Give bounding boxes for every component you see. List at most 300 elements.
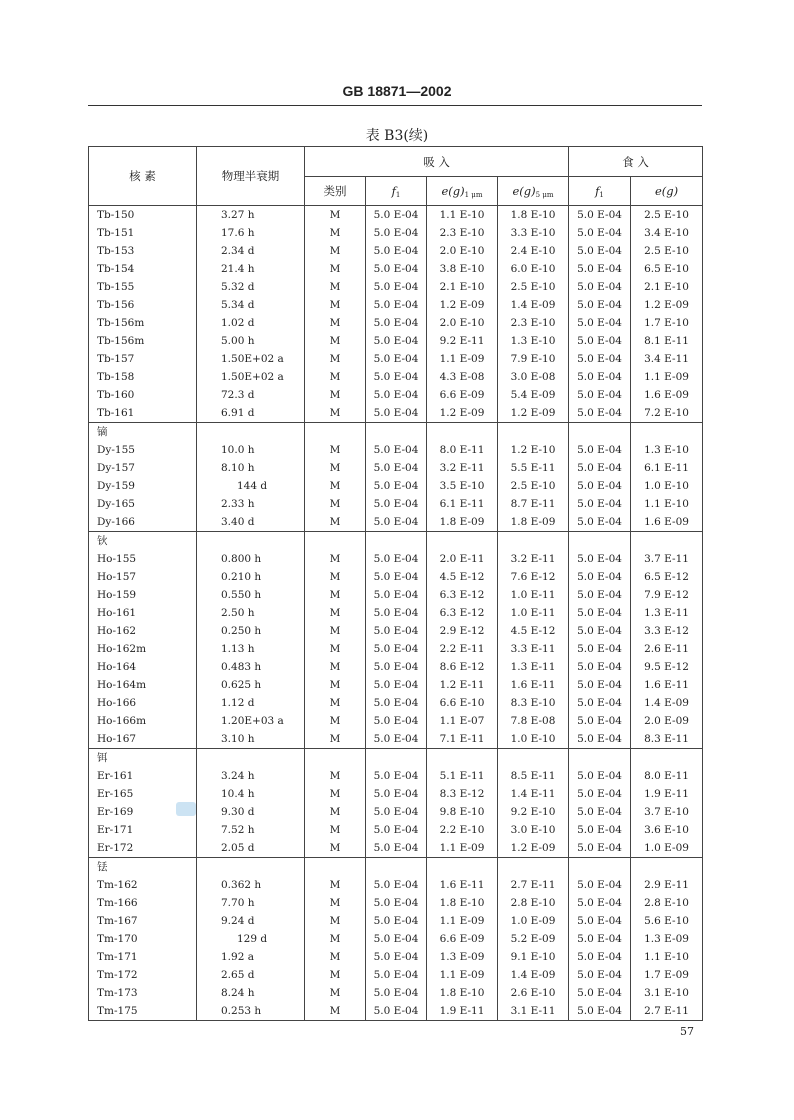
inh-e1-cell: 6.1 E-11: [427, 495, 498, 513]
ing-f1-cell: 5.0 E-04: [569, 894, 631, 912]
ing-e-cell: 1.6 E-09: [631, 386, 703, 404]
nuclide-cell: Ho-164: [89, 658, 197, 676]
inh-e1-cell: 1.1 E-10: [427, 206, 498, 225]
inh-e5-cell: 1.3 E-11: [498, 658, 569, 676]
table-row: [89, 839, 703, 858]
e-g-symbol: e(g): [441, 183, 465, 198]
ing-f1-cell: 5.0 E-04: [569, 694, 631, 712]
inh-f1-cell: 5.0 E-04: [366, 785, 427, 803]
inh-f1-cell: 5.0 E-04: [366, 876, 427, 894]
table-row: [89, 441, 703, 459]
nuclide-cell: Ho-166: [89, 694, 197, 712]
ing-f1-cell: 5.0 E-04: [569, 477, 631, 495]
watermark-logo: [176, 802, 196, 816]
f-symbol: f: [391, 183, 396, 198]
inh-e1-cell: 1.1 E-09: [427, 350, 498, 368]
inh-e1-cell: 1.9 E-11: [427, 1002, 498, 1021]
half-life-cell: 8.24 h: [197, 984, 305, 1002]
half-life-cell: 144 d: [197, 477, 305, 495]
ing-f1-cell: 5.0 E-04: [569, 368, 631, 386]
type-cell: M: [305, 894, 366, 912]
half-life-cell: 3.27 h: [197, 206, 305, 225]
f-symbol: f: [595, 183, 600, 198]
inh-e5-cell: 2.3 E-10: [498, 314, 569, 332]
col-ing-f1: [569, 177, 631, 206]
ing-e-cell: 1.0 E-10: [631, 477, 703, 495]
nuclide-cell: Er-172: [89, 839, 197, 858]
ing-f1-cell: 5.0 E-04: [569, 441, 631, 459]
inh-f1-cell: 5.0 E-04: [366, 966, 427, 984]
inh-e5-cell: 3.0 E-10: [498, 821, 569, 839]
table-row: [89, 912, 703, 930]
half-life-cell: 3.10 h: [197, 730, 305, 749]
type-cell: M: [305, 803, 366, 821]
table-row: [89, 495, 703, 513]
ing-f1-cell: 5.0 E-04: [569, 260, 631, 278]
inh-f1-cell: 5.0 E-04: [366, 839, 427, 858]
type-cell: M: [305, 730, 366, 749]
element-group-row: [89, 423, 703, 442]
nuclide-cell: Ho-157: [89, 568, 197, 586]
nuclide-cell: Er-161: [89, 767, 197, 785]
type-cell: M: [305, 785, 366, 803]
inh-f1-cell: 5.0 E-04: [366, 242, 427, 260]
type-cell: M: [305, 513, 366, 532]
nuclide-cell: Er-171: [89, 821, 197, 839]
inh-f1-cell: 5.0 E-04: [366, 513, 427, 532]
ing-e-cell: 2.1 E-10: [631, 278, 703, 296]
empty-cell: [569, 749, 631, 768]
col-inh-f1: [366, 177, 427, 206]
inh-e5-cell: 2.5 E-10: [498, 477, 569, 495]
element-group-row: [89, 858, 703, 877]
inh-e5-cell: 1.3 E-10: [498, 332, 569, 350]
ing-f1-cell: 5.0 E-04: [569, 821, 631, 839]
type-cell: M: [305, 658, 366, 676]
half-life-cell: 1.02 d: [197, 314, 305, 332]
half-life-cell: 1.50E+02 a: [197, 368, 305, 386]
inh-e1-cell: 3.2 E-11: [427, 459, 498, 477]
nuclide-cell: Tm-166: [89, 894, 197, 912]
nuclide-cell: Dy-165: [89, 495, 197, 513]
half-life-cell: 1.20E+03 a: [197, 712, 305, 730]
ing-e-cell: 5.6 E-10: [631, 912, 703, 930]
table-row: [89, 332, 703, 350]
ing-f1-cell: 5.0 E-04: [569, 296, 631, 314]
type-cell: M: [305, 386, 366, 404]
type-cell: M: [305, 404, 366, 423]
empty-cell: [366, 532, 427, 551]
inh-e5-cell: 6.0 E-10: [498, 260, 569, 278]
inh-e1-cell: 8.0 E-11: [427, 441, 498, 459]
half-life-cell: 3.24 h: [197, 767, 305, 785]
ing-e-cell: 1.9 E-11: [631, 785, 703, 803]
inh-f1-cell: 5.0 E-04: [366, 694, 427, 712]
table-body: [89, 206, 703, 1021]
ing-e-cell: 7.2 E-10: [631, 404, 703, 423]
inh-e5-cell: 1.8 E-09: [498, 513, 569, 532]
table-row: [89, 386, 703, 404]
inh-e1-cell: 1.1 E-09: [427, 966, 498, 984]
nuclide-cell: Tb-160: [89, 386, 197, 404]
inh-f1-cell: 5.0 E-04: [366, 550, 427, 568]
nuclide-cell: Ho-166m: [89, 712, 197, 730]
empty-cell: [498, 858, 569, 877]
inh-e5-cell: 1.0 E-11: [498, 586, 569, 604]
ing-f1-cell: 5.0 E-04: [569, 658, 631, 676]
inh-e1-cell: 8.6 E-12: [427, 658, 498, 676]
inh-e5-cell: 1.2 E-10: [498, 441, 569, 459]
half-life-cell: 17.6 h: [197, 224, 305, 242]
type-cell: M: [305, 568, 366, 586]
table-row: [89, 640, 703, 658]
e-g-symbol: e(g): [512, 183, 536, 198]
page-number: 57: [680, 1025, 694, 1038]
ing-e-cell: 1.3 E-11: [631, 604, 703, 622]
nuclide-cell: Tm-175: [89, 1002, 197, 1021]
ing-f1-cell: 5.0 E-04: [569, 785, 631, 803]
nuclide-cell: Tm-172: [89, 966, 197, 984]
ing-e-cell: 1.7 E-09: [631, 966, 703, 984]
inh-e1-cell: 2.0 E-10: [427, 242, 498, 260]
col-inh-e-1um: [427, 177, 498, 206]
header-rule: [88, 105, 702, 106]
table-row: [89, 206, 703, 225]
e-g-subscript-5um: 5 μm: [535, 190, 554, 199]
nuclide-cell: Ho-162: [89, 622, 197, 640]
inh-e1-cell: 1.8 E-10: [427, 894, 498, 912]
type-cell: M: [305, 550, 366, 568]
nuclide-cell: Ho-159: [89, 586, 197, 604]
table-row: [89, 694, 703, 712]
empty-cell: [498, 423, 569, 442]
nuclide-cell: Er-165: [89, 785, 197, 803]
inh-f1-cell: 5.0 E-04: [366, 712, 427, 730]
half-life-cell: 2.34 d: [197, 242, 305, 260]
inh-e5-cell: 1.0 E-11: [498, 604, 569, 622]
inh-e1-cell: 1.2 E-09: [427, 404, 498, 423]
inh-e5-cell: 7.6 E-12: [498, 568, 569, 586]
table-row: [89, 730, 703, 749]
dose-coefficient-table: [88, 146, 703, 1021]
nuclide-cell: Dy-157: [89, 459, 197, 477]
ing-e-cell: 2.7 E-11: [631, 1002, 703, 1021]
inh-f1-cell: 5.0 E-04: [366, 1002, 427, 1021]
inh-f1-cell: 5.0 E-04: [366, 676, 427, 694]
inh-e5-cell: 1.2 E-09: [498, 404, 569, 423]
type-cell: M: [305, 604, 366, 622]
half-life-cell: 5.34 d: [197, 296, 305, 314]
table-row: [89, 622, 703, 640]
half-life-cell: 2.65 d: [197, 966, 305, 984]
inh-e5-cell: 2.5 E-10: [498, 278, 569, 296]
empty-cell: [305, 858, 366, 877]
half-life-cell: 0.250 h: [197, 622, 305, 640]
ing-e-cell: 8.3 E-11: [631, 730, 703, 749]
ing-f1-cell: 5.0 E-04: [569, 568, 631, 586]
nuclide-cell: Tm-171: [89, 948, 197, 966]
ing-e-cell: 8.0 E-11: [631, 767, 703, 785]
ing-f1-cell: 5.0 E-04: [569, 550, 631, 568]
nuclide-cell: Ho-164m: [89, 676, 197, 694]
half-life-cell: 2.33 h: [197, 495, 305, 513]
table-row: [89, 894, 703, 912]
type-cell: M: [305, 350, 366, 368]
nuclide-cell: Tb-156m: [89, 332, 197, 350]
nuclide-cell: Tb-155: [89, 278, 197, 296]
half-life-cell: 1.13 h: [197, 640, 305, 658]
empty-cell: [631, 423, 703, 442]
nuclide-cell: Tb-156: [89, 296, 197, 314]
type-cell: M: [305, 839, 366, 858]
inh-f1-cell: 5.0 E-04: [366, 821, 427, 839]
table-row: [89, 712, 703, 730]
inh-f1-cell: 5.0 E-04: [366, 350, 427, 368]
half-life-cell: 2.05 d: [197, 839, 305, 858]
inh-e5-cell: 8.3 E-10: [498, 694, 569, 712]
nuclide-cell: Tb-156m: [89, 314, 197, 332]
nuclide-cell: Dy-166: [89, 513, 197, 532]
inh-e5-cell: 3.1 E-11: [498, 1002, 569, 1021]
inh-e1-cell: 2.0 E-11: [427, 550, 498, 568]
inh-f1-cell: 5.0 E-04: [366, 568, 427, 586]
nuclide-cell: Ho-162m: [89, 640, 197, 658]
half-life-cell: 0.210 h: [197, 568, 305, 586]
ing-f1-cell: 5.0 E-04: [569, 839, 631, 858]
inh-e1-cell: 2.0 E-10: [427, 314, 498, 332]
element-group-label: 铥: [89, 858, 197, 877]
type-cell: M: [305, 477, 366, 495]
ing-f1-cell: 5.0 E-04: [569, 386, 631, 404]
table-row: [89, 477, 703, 495]
inh-e5-cell: 4.5 E-12: [498, 622, 569, 640]
inh-e1-cell: 3.5 E-10: [427, 477, 498, 495]
ing-f1-cell: 5.0 E-04: [569, 404, 631, 423]
table-row: [89, 948, 703, 966]
type-cell: M: [305, 314, 366, 332]
type-cell: M: [305, 242, 366, 260]
half-life-cell: 5.32 d: [197, 278, 305, 296]
table-row: [89, 604, 703, 622]
type-cell: M: [305, 1002, 366, 1021]
table-caption: 表 B3(续): [365, 128, 429, 144]
half-life-cell: 10.0 h: [197, 441, 305, 459]
ing-e-cell: 1.4 E-09: [631, 694, 703, 712]
inh-f1-cell: 5.0 E-04: [366, 278, 427, 296]
inh-e1-cell: 1.8 E-10: [427, 984, 498, 1002]
table-row: [89, 368, 703, 386]
inh-e5-cell: 3.3 E-10: [498, 224, 569, 242]
ing-f1-cell: 5.0 E-04: [569, 876, 631, 894]
type-cell: M: [305, 984, 366, 1002]
inh-e1-cell: 8.3 E-12: [427, 785, 498, 803]
ing-e-cell: 1.1 E-10: [631, 948, 703, 966]
empty-cell: [366, 749, 427, 768]
type-cell: M: [305, 332, 366, 350]
inh-e1-cell: 4.5 E-12: [427, 568, 498, 586]
ing-f1-cell: 5.0 E-04: [569, 604, 631, 622]
table-row: [89, 966, 703, 984]
ing-f1-cell: 5.0 E-04: [569, 984, 631, 1002]
ing-e-cell: 6.5 E-12: [631, 568, 703, 586]
inh-e1-cell: 4.3 E-08: [427, 368, 498, 386]
table-row: [89, 260, 703, 278]
type-cell: M: [305, 876, 366, 894]
ing-e-cell: 1.1 E-10: [631, 495, 703, 513]
half-life-cell: 0.362 h: [197, 876, 305, 894]
inh-e1-cell: 2.9 E-12: [427, 622, 498, 640]
inh-f1-cell: 5.0 E-04: [366, 332, 427, 350]
inh-e1-cell: 6.3 E-12: [427, 604, 498, 622]
empty-cell: [569, 532, 631, 551]
col-inh-e-5um: [498, 177, 569, 206]
inh-f1-cell: 5.0 E-04: [366, 368, 427, 386]
half-life-cell: 9.30 d: [197, 803, 305, 821]
empty-cell: [305, 423, 366, 442]
inh-f1-cell: 5.0 E-04: [366, 586, 427, 604]
table-row: [89, 278, 703, 296]
ing-e-cell: 9.5 E-12: [631, 658, 703, 676]
inh-f1-cell: 5.0 E-04: [366, 224, 427, 242]
element-group-row: [89, 749, 703, 768]
f-subscript: 1: [395, 190, 401, 199]
table-row: [89, 876, 703, 894]
empty-cell: [427, 423, 498, 442]
ing-e-cell: 1.2 E-09: [631, 296, 703, 314]
nuclide-cell: Ho-161: [89, 604, 197, 622]
inh-e1-cell: 6.6 E-09: [427, 930, 498, 948]
half-life-cell: 21.4 h: [197, 260, 305, 278]
ing-f1-cell: 5.0 E-04: [569, 513, 631, 532]
half-life-cell: 129 d: [197, 930, 305, 948]
ing-f1-cell: 5.0 E-04: [569, 803, 631, 821]
type-cell: M: [305, 694, 366, 712]
half-life-cell: 0.800 h: [197, 550, 305, 568]
inh-e5-cell: 3.3 E-11: [498, 640, 569, 658]
ing-e-cell: 3.6 E-10: [631, 821, 703, 839]
ing-f1-cell: 5.0 E-04: [569, 930, 631, 948]
nuclide-cell: Tb-157: [89, 350, 197, 368]
nuclide-cell: Tm-167: [89, 912, 197, 930]
inh-e1-cell: 2.2 E-11: [427, 640, 498, 658]
inh-f1-cell: 5.0 E-04: [366, 604, 427, 622]
table-row: [89, 984, 703, 1002]
half-life-cell: 5.00 h: [197, 332, 305, 350]
table-row: [89, 224, 703, 242]
half-life-cell: 1.92 a: [197, 948, 305, 966]
inh-f1-cell: 5.0 E-04: [366, 477, 427, 495]
ing-f1-cell: 5.0 E-04: [569, 206, 631, 225]
empty-cell: [498, 749, 569, 768]
inh-e5-cell: 2.6 E-10: [498, 984, 569, 1002]
inh-e5-cell: 5.5 E-11: [498, 459, 569, 477]
inh-e1-cell: 2.3 E-10: [427, 224, 498, 242]
table-row: [89, 1002, 703, 1021]
ing-e-cell: 3.4 E-11: [631, 350, 703, 368]
half-life-cell: 0.253 h: [197, 1002, 305, 1021]
half-life-cell: 9.24 d: [197, 912, 305, 930]
ing-f1-cell: 5.0 E-04: [569, 224, 631, 242]
element-group-label: 镝: [89, 423, 197, 442]
empty-cell: [631, 749, 703, 768]
type-cell: M: [305, 712, 366, 730]
nuclide-cell: Tb-158: [89, 368, 197, 386]
empty-cell: [197, 532, 305, 551]
type-cell: M: [305, 278, 366, 296]
inh-e5-cell: 1.4 E-09: [498, 296, 569, 314]
col-type: 类别: [305, 177, 366, 206]
inh-e1-cell: 1.6 E-11: [427, 876, 498, 894]
ing-e-cell: 2.5 E-10: [631, 206, 703, 225]
e-g-subscript-1um: 1 μm: [464, 190, 483, 199]
type-cell: M: [305, 930, 366, 948]
empty-cell: [631, 532, 703, 551]
element-group-label: 铒: [89, 749, 197, 768]
nuclide-cell: Tb-150: [89, 206, 197, 225]
type-cell: M: [305, 459, 366, 477]
inh-e5-cell: 2.8 E-10: [498, 894, 569, 912]
ing-e-cell: 1.6 E-11: [631, 676, 703, 694]
table-row: [89, 785, 703, 803]
inh-f1-cell: 5.0 E-04: [366, 314, 427, 332]
empty-cell: [631, 858, 703, 877]
inh-f1-cell: 5.0 E-04: [366, 730, 427, 749]
ing-e-cell: 1.3 E-09: [631, 930, 703, 948]
empty-cell: [366, 858, 427, 877]
empty-cell: [427, 532, 498, 551]
ing-f1-cell: 5.0 E-04: [569, 640, 631, 658]
type-cell: M: [305, 495, 366, 513]
inh-e1-cell: 9.2 E-11: [427, 332, 498, 350]
ing-e-cell: 1.3 E-10: [631, 441, 703, 459]
ing-f1-cell: 5.0 E-04: [569, 966, 631, 984]
ing-f1-cell: 5.0 E-04: [569, 242, 631, 260]
type-cell: M: [305, 206, 366, 225]
ing-f1-cell: 5.0 E-04: [569, 332, 631, 350]
empty-cell: [305, 532, 366, 551]
inh-e5-cell: 1.0 E-10: [498, 730, 569, 749]
inh-e1-cell: 1.2 E-09: [427, 296, 498, 314]
half-life-cell: 7.52 h: [197, 821, 305, 839]
table-row: [89, 568, 703, 586]
element-group-row: [89, 532, 703, 551]
col-ingestion: 食 入: [569, 147, 703, 177]
type-cell: M: [305, 296, 366, 314]
nuclide-cell: Tb-151: [89, 224, 197, 242]
inh-f1-cell: 5.0 E-04: [366, 260, 427, 278]
inh-e5-cell: 5.2 E-09: [498, 930, 569, 948]
col-inhalation: 吸 入: [305, 147, 569, 177]
inh-e1-cell: 2.2 E-10: [427, 821, 498, 839]
inh-e5-cell: 1.4 E-09: [498, 966, 569, 984]
table-row: [89, 242, 703, 260]
empty-cell: [197, 423, 305, 442]
ing-f1-cell: 5.0 E-04: [569, 1002, 631, 1021]
table-row: [89, 586, 703, 604]
ing-e-cell: 6.5 E-10: [631, 260, 703, 278]
half-life-cell: 2.50 h: [197, 604, 305, 622]
ing-f1-cell: 5.0 E-04: [569, 314, 631, 332]
table-row: [89, 513, 703, 532]
ing-f1-cell: 5.0 E-04: [569, 350, 631, 368]
ing-f1-cell: 5.0 E-04: [569, 712, 631, 730]
type-cell: M: [305, 586, 366, 604]
inh-e5-cell: 5.4 E-09: [498, 386, 569, 404]
nuclide-cell: Dy-159: [89, 477, 197, 495]
inh-e1-cell: 6.6 E-10: [427, 694, 498, 712]
nuclide-cell: Er-169: [89, 803, 197, 821]
ing-e-cell: 8.1 E-11: [631, 332, 703, 350]
